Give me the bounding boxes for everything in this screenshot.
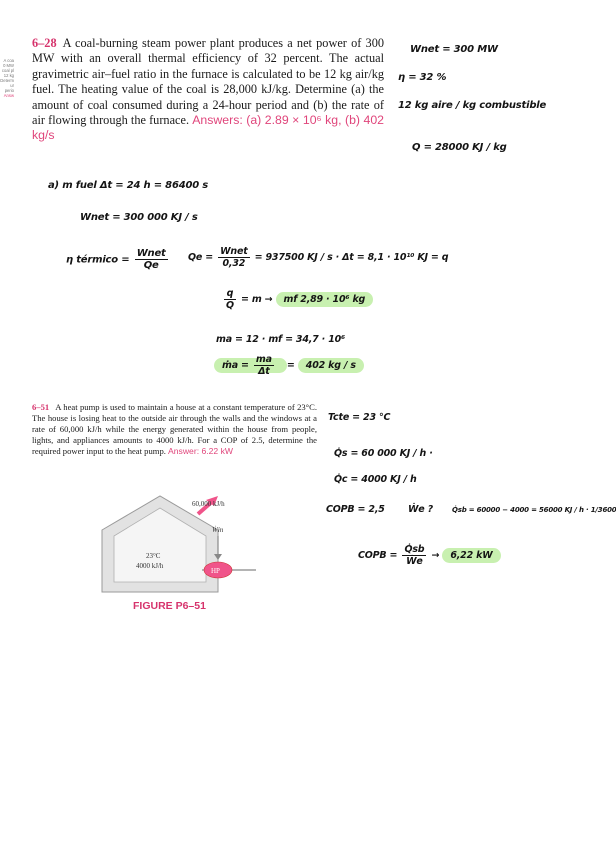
cop-fraction bbox=[402, 544, 426, 567]
cop-numerator: Q̇sb bbox=[404, 544, 425, 555]
note-we: Ẇe ? bbox=[408, 504, 433, 515]
figure-caption: FIGURE P6–51 bbox=[133, 600, 206, 612]
note-mass-equation bbox=[222, 288, 373, 311]
mdot-fraction bbox=[254, 354, 274, 377]
qe-rhs: = 937500 KJ / s · Δt = 8,1 · 10¹⁰ KJ = q bbox=[254, 252, 449, 263]
gen-label: 4000 kJ/h bbox=[136, 562, 164, 570]
qe-fraction bbox=[218, 246, 249, 269]
note-given-q: Q = 28000 KJ / kg bbox=[412, 142, 507, 153]
note-cop: COPB = 2,5 bbox=[326, 504, 385, 515]
note-mdot-equation: ṁa = $\frac{ma}{\Delta t}$ = 402 kg / s bbox=[214, 354, 364, 377]
note-eta-equation bbox=[66, 248, 170, 271]
mdot-result-highlight: 402 kg / s bbox=[298, 358, 364, 373]
problem-answers: Answers: (a) 2.89 × 10⁶ kg, (b) 402 kg/s bbox=[32, 113, 385, 143]
mdot-lhs: ṁa = bbox=[222, 360, 249, 371]
mass-denominator: Q bbox=[226, 300, 234, 311]
hp-label: HP bbox=[211, 567, 220, 575]
qe-denominator: 0,32 bbox=[222, 258, 246, 269]
margin-line: Determ bbox=[0, 78, 14, 83]
problem-text: A coal-burning steam power plant produces a net power of 300 MW with an overall thermal efficiency of 32 percent. The actual gravimetric air–fuel ratio in the furnace is calculated to be 12 kg air/kg fuel. The heating value of the coal is 28,000 kJ/kg. Determine (a) the amount of coal consumed during a 24-hour period and (b) the rate of air flowing through the furnace. bbox=[32, 36, 384, 128]
note-given-afr: 12 kg aire / kg combustible bbox=[398, 100, 547, 111]
note-qs: Q̇s = 60 000 KJ / h · bbox=[334, 448, 433, 459]
margin-line: A coa bbox=[3, 58, 14, 63]
mass-fraction bbox=[224, 288, 236, 311]
heat-loss-label: 60,000 kJ/h bbox=[192, 500, 225, 508]
cop-lhs: COPB = bbox=[358, 550, 398, 561]
eta-fraction bbox=[135, 248, 168, 271]
margin-line: ur perio bbox=[4, 83, 14, 93]
problem-answer: Answer: 6.22 kW bbox=[168, 446, 233, 457]
note-part-a: a) m fuel Δt = 24 h = 86400 s bbox=[48, 180, 209, 191]
mdot-highlight-left bbox=[214, 354, 287, 377]
note-ma-line: ma = 12 · mf = 34,7 · 10⁶ bbox=[216, 334, 345, 345]
mdot-numerator: ma bbox=[255, 354, 272, 365]
note-qe-equation bbox=[188, 246, 448, 269]
mass-mid: = m → bbox=[241, 294, 273, 305]
note-qsb: Q̇sb = 60000 − 4000 = 56000 KJ / h · 1/3600 bbox=[452, 506, 616, 514]
note-tcte: Tcte = 23 °C bbox=[328, 412, 391, 423]
cop-result-highlight: 6,22 kW bbox=[442, 548, 500, 563]
margin-snippet bbox=[0, 58, 14, 98]
problem-6-28 bbox=[32, 36, 384, 144]
eta-lhs: η térmico = bbox=[66, 254, 130, 266]
note-wnet-line: Wnet = 300 000 KJ / s bbox=[80, 212, 198, 223]
margin-line: coal pl bbox=[1, 68, 14, 73]
note-given-wnet: Wnet = 300 MW bbox=[410, 44, 498, 55]
note-given-eta: η = 32 % bbox=[398, 72, 447, 83]
problem-text: A heat pump is used to maintain a house at a constant temperature of 23°C. The house is losing heat to the outside air through the walls and the windows at a rate of 60,000 kJ/h while the energy generated within the house from people, lights, and appliances amounts to 4000 kJ/h. For a COP of 2.5, determine the required power input to the heat pump. bbox=[32, 402, 317, 457]
margin-line: 0 MW bbox=[3, 63, 14, 68]
mass-numerator: q bbox=[224, 288, 236, 300]
problem-number: 6–51 bbox=[32, 402, 50, 412]
mass-result-highlight: mf 2,89 · 10⁶ kg bbox=[276, 292, 374, 307]
problem-number: 6–28 bbox=[32, 36, 57, 50]
mdot-denominator: Δt bbox=[258, 366, 270, 377]
margin-line: Answ bbox=[3, 93, 14, 98]
note-qc: Q̇c = 4000 KJ / h bbox=[334, 474, 417, 485]
qe-numerator: Wnet bbox=[220, 246, 248, 257]
margin-line: 12 kg bbox=[3, 73, 14, 78]
problem-6-51 bbox=[32, 402, 317, 457]
eta-numerator: Wnet bbox=[136, 248, 166, 259]
qe-lhs: Qe = bbox=[188, 252, 213, 263]
cop-denominator: Ẇe bbox=[406, 556, 423, 567]
note-cop-equation: COPB = $\frac{Q̇sb}{\text{Ẇe}}$ → 6,22 kW bbox=[358, 544, 501, 567]
heat-pump-figure bbox=[96, 492, 274, 596]
temp-label: 23°C bbox=[146, 552, 161, 560]
eta-denominator: Qe bbox=[143, 260, 159, 271]
win-label: Ẇin bbox=[212, 526, 224, 534]
